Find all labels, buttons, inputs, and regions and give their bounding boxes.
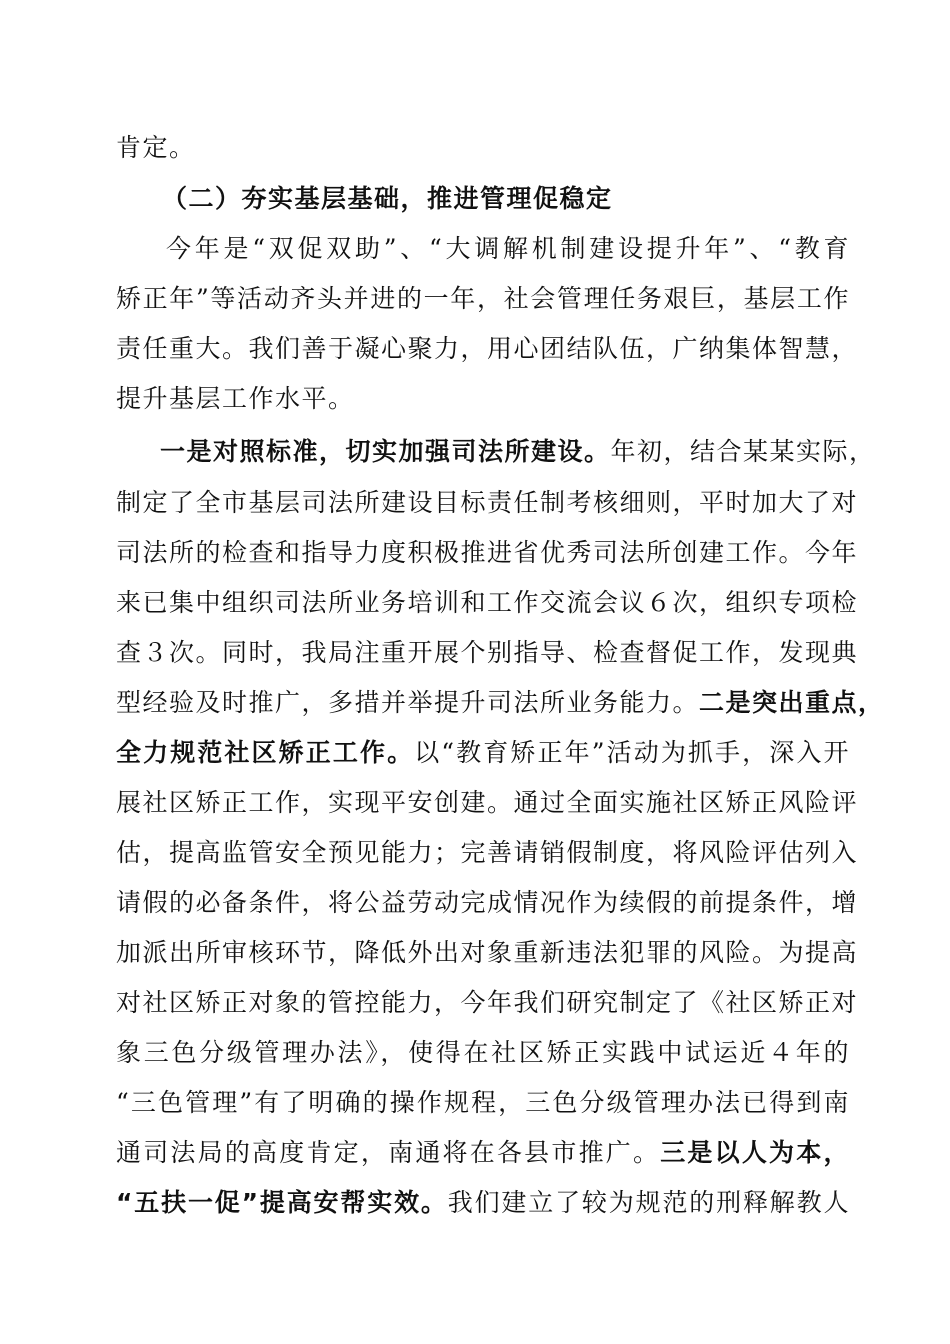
- text-run: 查３次。同时，我局注重开展个别指导、检查督促工作，发现典: [116, 638, 859, 667]
- paragraph-line: [116, 938, 859, 968]
- text-run: 责任重大。我们善于凝心聚力，用心团结队伍，广纳集体智慧，: [116, 334, 859, 363]
- paragraph-line: [116, 133, 850, 163]
- text-run: 展社区矫正工作，实现平安创建。通过全面实施社区矫正风险评: [116, 788, 859, 817]
- text-run: 年初，结合某某实际，: [610, 437, 876, 466]
- paragraph-line: [116, 588, 859, 618]
- paragraph-line: [116, 688, 885, 718]
- text-run: 制定了全市基层司法所建设目标责任制考核细则，平时加大了对: [116, 488, 859, 517]
- paragraph-line: [160, 437, 876, 467]
- text-run: 矫正年”等活动齐头并进的一年，社会管理任务艰巨，基层工作: [116, 284, 850, 313]
- paragraph-line: [116, 538, 859, 568]
- paragraph-line: [116, 888, 859, 918]
- section-heading: [162, 184, 762, 214]
- text-run: 请假的必备条件，将公益劳动完成情况作为续假的前提条件，增: [116, 888, 859, 917]
- bold-lead-phrase: 一是对照标准，切实加强司法所建设。: [160, 437, 611, 466]
- paragraph-line: [116, 1138, 850, 1168]
- text-run: 象三色分级管理办法》，使得在社区矫正实践中试运近４年的: [116, 1038, 850, 1067]
- bold-lead-phrase: 二是突出重点，: [699, 688, 885, 717]
- paragraph-line: [116, 1088, 850, 1118]
- text-run: “三色管理”有了明确的操作规程，三色分级管理办法已得到南: [116, 1088, 850, 1117]
- text-run: 估，提高监管安全预见能力；完善请销假制度，将风险评估列入: [116, 838, 859, 867]
- text-run: 提升基层工作水平。: [116, 384, 355, 413]
- bold-lead-phrase: 三是以人为本，: [660, 1138, 850, 1167]
- text-run: 我们建立了较为规范的刑释解教人: [447, 1188, 850, 1217]
- paragraph-line: [116, 638, 859, 668]
- text-run: 今年是“双促双助”、“大调解机制建设提升年”、“教育: [166, 234, 850, 263]
- text-run: 型经验及时推广，多措并举提升司法所业务能力。: [116, 688, 700, 717]
- bold-lead-phrase: “五扶一促”提高安帮实效。: [116, 1188, 448, 1217]
- heading-text: （二）夯实基层基础，推进管理促稳定: [162, 184, 613, 213]
- paragraph-line: [116, 788, 859, 818]
- paragraph-line: [116, 488, 859, 518]
- paragraph-line: [116, 384, 850, 414]
- paragraph-line: [116, 1038, 850, 1068]
- paragraph-line: [116, 284, 850, 314]
- text-run: 以“教育矫正年”活动为抓手，深入开: [414, 738, 850, 767]
- bold-lead-phrase: 全力规范社区矫正工作。: [116, 738, 415, 767]
- paragraph-line: [116, 988, 859, 1018]
- paragraph-line: [116, 334, 859, 364]
- text-run: 通司法局的高度肯定，南通将在各县市推广。: [116, 1138, 661, 1167]
- text-run: 对社区矫正对象的管控能力，今年我们研究制定了《社区矫正对: [116, 988, 859, 1017]
- text-run: 肯定。: [116, 133, 196, 162]
- paragraph-line: [116, 738, 850, 768]
- paragraph-line: [116, 1188, 850, 1218]
- text-run: 加派出所审核环节，降低外出对象重新违法犯罪的风险。为提高: [116, 938, 859, 967]
- paragraph-line: [116, 838, 859, 868]
- text-run: 来已集中组织司法所业务培训和工作交流会议６次，组织专项检: [116, 588, 859, 617]
- paragraph-line: [166, 234, 850, 264]
- text-run: 司法所的检查和指导力度积极推进省优秀司法所创建工作。今年: [116, 538, 859, 567]
